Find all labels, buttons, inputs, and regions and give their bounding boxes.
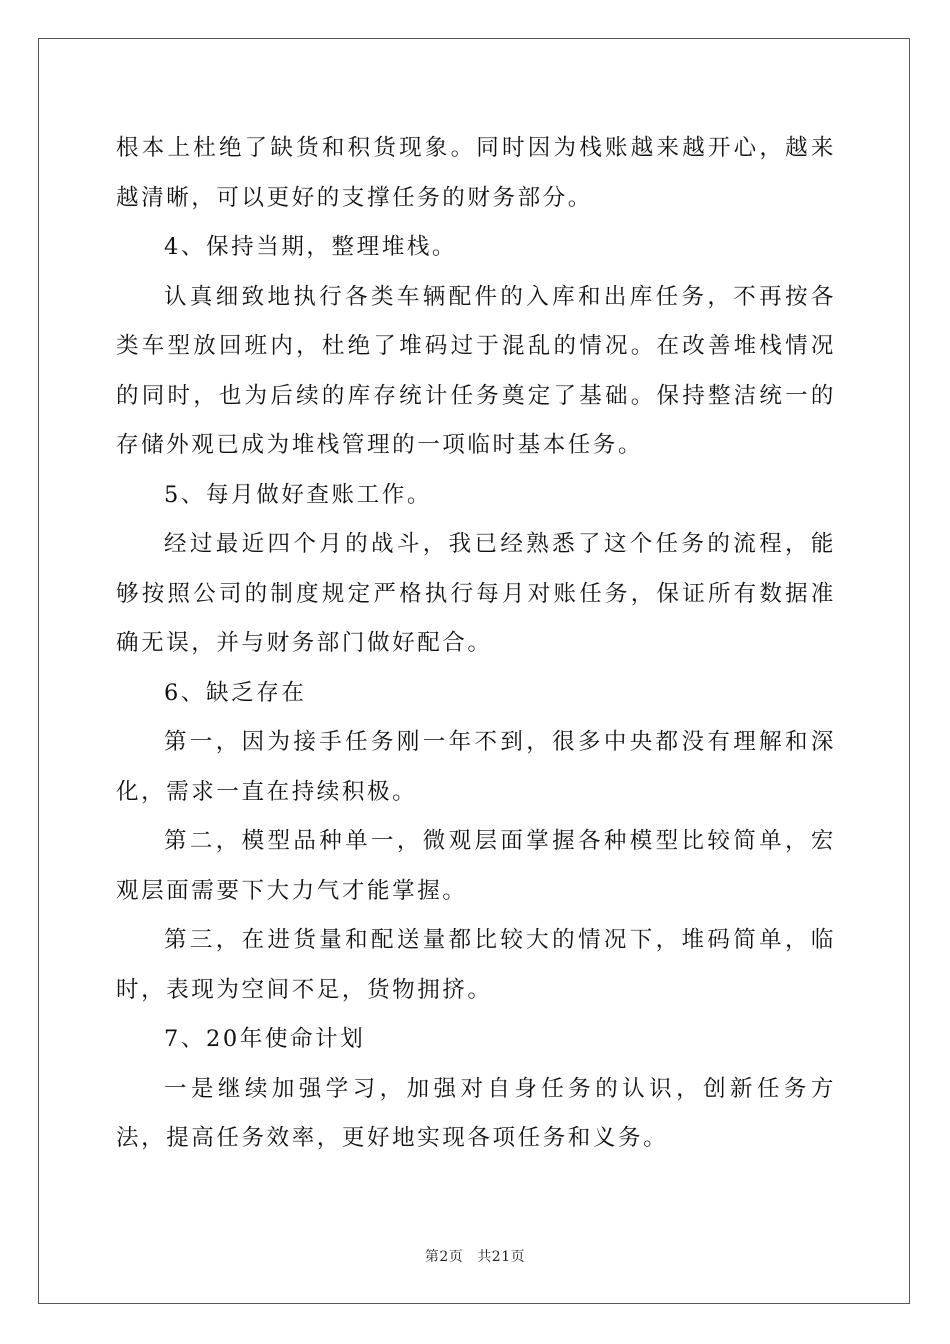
section-heading: 4、保持当期，整理堆栈。 (164, 234, 458, 260)
paragraph: 第三，在进货量和配送量都比较大的情况下，堆码简单，临时，表现为空间不足，货物拥挤。 (116, 927, 836, 1003)
page-number: 第2页 (424, 1249, 464, 1265)
paragraph: 第一，因为接手任务刚一年不到，很多中央都没有理解和深化，需求一直在持续积极。 (116, 729, 836, 805)
section-heading: 6、缺乏存在 (164, 679, 307, 706)
section-heading: 5、每月做好查账工作。 (164, 481, 432, 508)
section-heading: 7、20年使命计划 (164, 1026, 366, 1052)
document-body (116, 124, 836, 1164)
paragraph: 根本上杜绝了缺货和积货现象。同时因为栈账越来越开心，越来越清晰，可以更好的支撑任务的财务部分。 (116, 135, 836, 211)
page-footer (0, 1246, 950, 1266)
page-total: 共21页 (477, 1249, 526, 1265)
paragraph: 一是继续加强学习，加强对自身任务的认识，创新任务方法，提高任务效率，更好地实现各项任务和义务。 (116, 1075, 836, 1151)
paragraph: 经过最近四个月的战斗，我已经熟悉了这个任务的流程，能够按照公司的制度规定严格执行每月对账任务，保证所有数据准确无误，并与财务部门做好配合。 (116, 531, 836, 656)
paragraph: 第二，模型品种单一，微观层面掌握各种模型比较简单，宏观层面需要下大力气才能掌握。 (116, 828, 836, 904)
paragraph: 认真细致地执行各类车辆配件的入库和出库任务，不再按各类车型放回班内，杜绝了堆码过于混乱的情况。在改善堆栈情况的同时，也为后续的库存统计任务奠定了基础。保持整洁统一的存储外观已成为堆栈管理的一项临时基本任务。 (116, 283, 836, 458)
